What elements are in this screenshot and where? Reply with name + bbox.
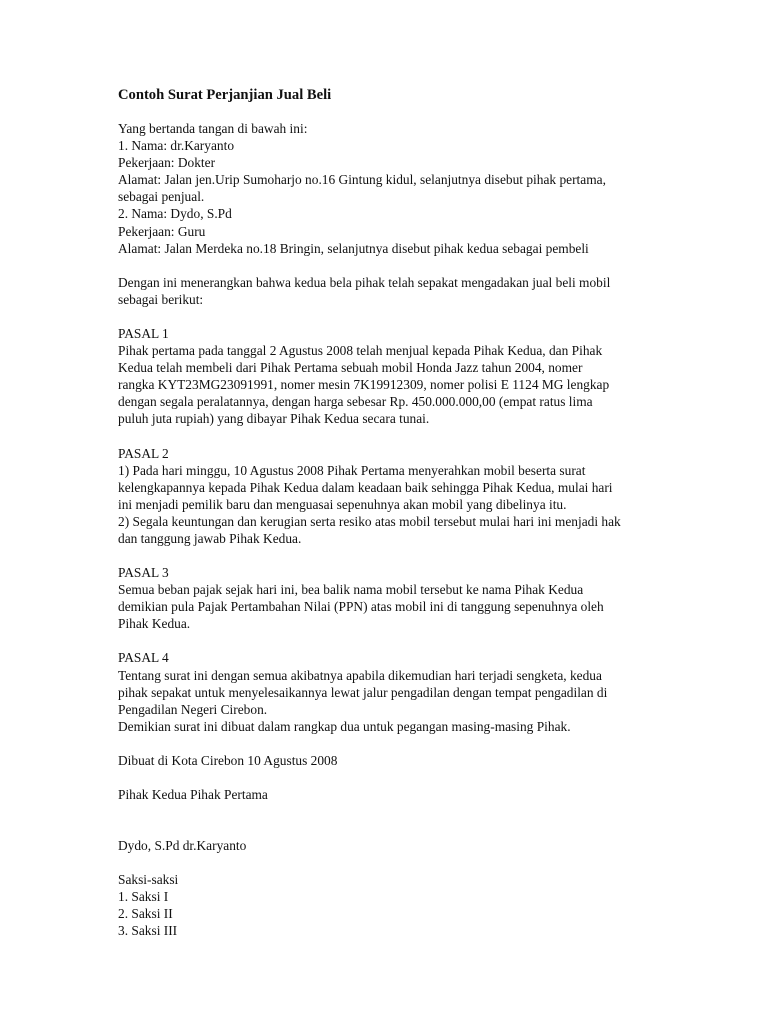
spacer: [118, 769, 663, 786]
pasal-2-line: kelengkapannya kepada Pihak Kedua dalam keadaan baik sehingga Pihak Kedua, mulai hari: [118, 479, 613, 495]
parties-label: Pihak Kedua Pihak Pertama: [118, 787, 268, 802]
statement-line: sebagai berikut:: [118, 291, 204, 307]
signatories: Dydo, S.Pd dr.Karyanto: [118, 838, 247, 854]
pasal-3-section: [118, 564, 663, 632]
witnesses-heading: Saksi-saksi: [118, 872, 179, 888]
pasal-1-line: Pihak pertama pada tanggal 2 Agustus 2008 telah menjual kepada Pihak Kedua, dan Pihak: [118, 343, 603, 359]
pasal-3-line: Semua beban pajak sejak hari ini, bea balik nama mobil tersebut ke nama Pihak Kedua: [118, 582, 584, 598]
pasal-3-line: demikian pula Pajak Pertambahan Nilai (PPN) atas mobil ini di tanggung sepenuhnya oleh: [118, 599, 604, 615]
spacer: [118, 257, 663, 274]
intro-line: Alamat: Jalan jen.Urip Sumoharjo no.16 Gintung kidul, selanjutnya disebut pihak pertama,: [118, 172, 606, 188]
document-title: Contoh Surat Perjanjian Jual Beli: [118, 87, 332, 103]
pasal-1-line: rangka KYT23MG23091991, nomer mesin 7K19912309, nomer polisi E 1124 MG lengkap: [118, 377, 610, 393]
spacer: [118, 308, 663, 325]
pasal-2-line: 2) Segala keuntungan dan kerugian serta resiko atas mobil tersebut mulai hari ini menjadi hak: [118, 513, 621, 529]
statement-section: [118, 274, 663, 308]
pasal-4-line: pihak sepakat untuk menyelesaikannya lewat jalur pengadilan dengan tempat pengadilan di: [118, 684, 608, 700]
intro-line: Yang bertanda tangan di bawah ini:: [118, 121, 308, 136]
pasal-2-section: [118, 445, 663, 548]
intro-line: Pekerjaan: Dokter: [118, 155, 216, 171]
witness-item: 1. Saksi I: [118, 889, 169, 905]
intro-line: sebagai penjual.: [118, 189, 205, 205]
pasal-1-line: dengan segala peralatannya, dengan harga sebesar Rp. 450.000.000,00 (empat ratus lima: [118, 394, 593, 410]
document-page: [118, 86, 663, 940]
pasal-4-section: [118, 649, 663, 734]
pasal-4-line: Tentang surat ini dengan semua akibatnya apabila dikemudian hari terjadi sengketa, kedua: [118, 667, 602, 683]
witnesses-section: [118, 871, 663, 939]
spacer: [118, 735, 663, 752]
place-date: Dibuat di Kota Cirebon 10 Agustus 2008: [118, 752, 338, 768]
pasal-1-line: Kedua telah membeli dari Pihak Pertama sebuah mobil Honda Jazz tahun 2004, nomer: [118, 360, 583, 376]
pasal-1-heading: PASAL 1: [118, 325, 169, 341]
spacer: [118, 547, 663, 564]
pasal-1-line: puluh juta rupiah) yang dibayar Pihak Kedua secara tunai.: [118, 411, 430, 427]
intro-line: 2. Nama: Dydo, S.Pd: [118, 206, 232, 222]
signature-space: [118, 803, 663, 837]
pasal-2-line: dan tanggung jawab Pihak Kedua.: [118, 530, 302, 546]
pasal-2-heading: PASAL 2: [118, 445, 169, 461]
witness-item: 2. Saksi II: [118, 906, 173, 922]
witness-item: 3. Saksi III: [118, 923, 178, 939]
statement-line: Dengan ini menerangkan bahwa kedua bela pihak telah sepakat mengadakan jual beli mobil: [118, 274, 611, 290]
intro-line: Pekerjaan: Guru: [118, 223, 206, 239]
intro-line: Alamat: Jalan Merdeka no.18 Bringin, selanjutnya disebut pihak kedua sebagai pembeli: [118, 240, 589, 256]
pasal-4-line: Pengadilan Negeri Cirebon.: [118, 701, 268, 717]
intro-line: 1. Nama: dr.Karyanto: [118, 138, 235, 154]
spacer: [118, 632, 663, 649]
pasal-3-line: Pihak Kedua.: [118, 616, 191, 632]
pasal-3-heading: PASAL 3: [118, 565, 169, 581]
pasal-2-line: 1) Pada hari minggu, 10 Agustus 2008 Pihak Pertama menyerahkan mobil beserta surat: [118, 462, 586, 478]
intro-section: [118, 120, 663, 257]
pasal-2-line: ini menjadi pemilik baru dan menguasai sepenuhnya akan mobil yang dibelinya itu.: [118, 496, 567, 512]
pasal-4-line: Demikian surat ini dibuat dalam rangkap dua untuk pegangan masing-masing Pihak.: [118, 718, 571, 734]
spacer: [118, 854, 663, 871]
pasal-1-section: [118, 325, 663, 428]
pasal-4-heading: PASAL 4: [118, 650, 169, 666]
spacer: [118, 428, 663, 445]
